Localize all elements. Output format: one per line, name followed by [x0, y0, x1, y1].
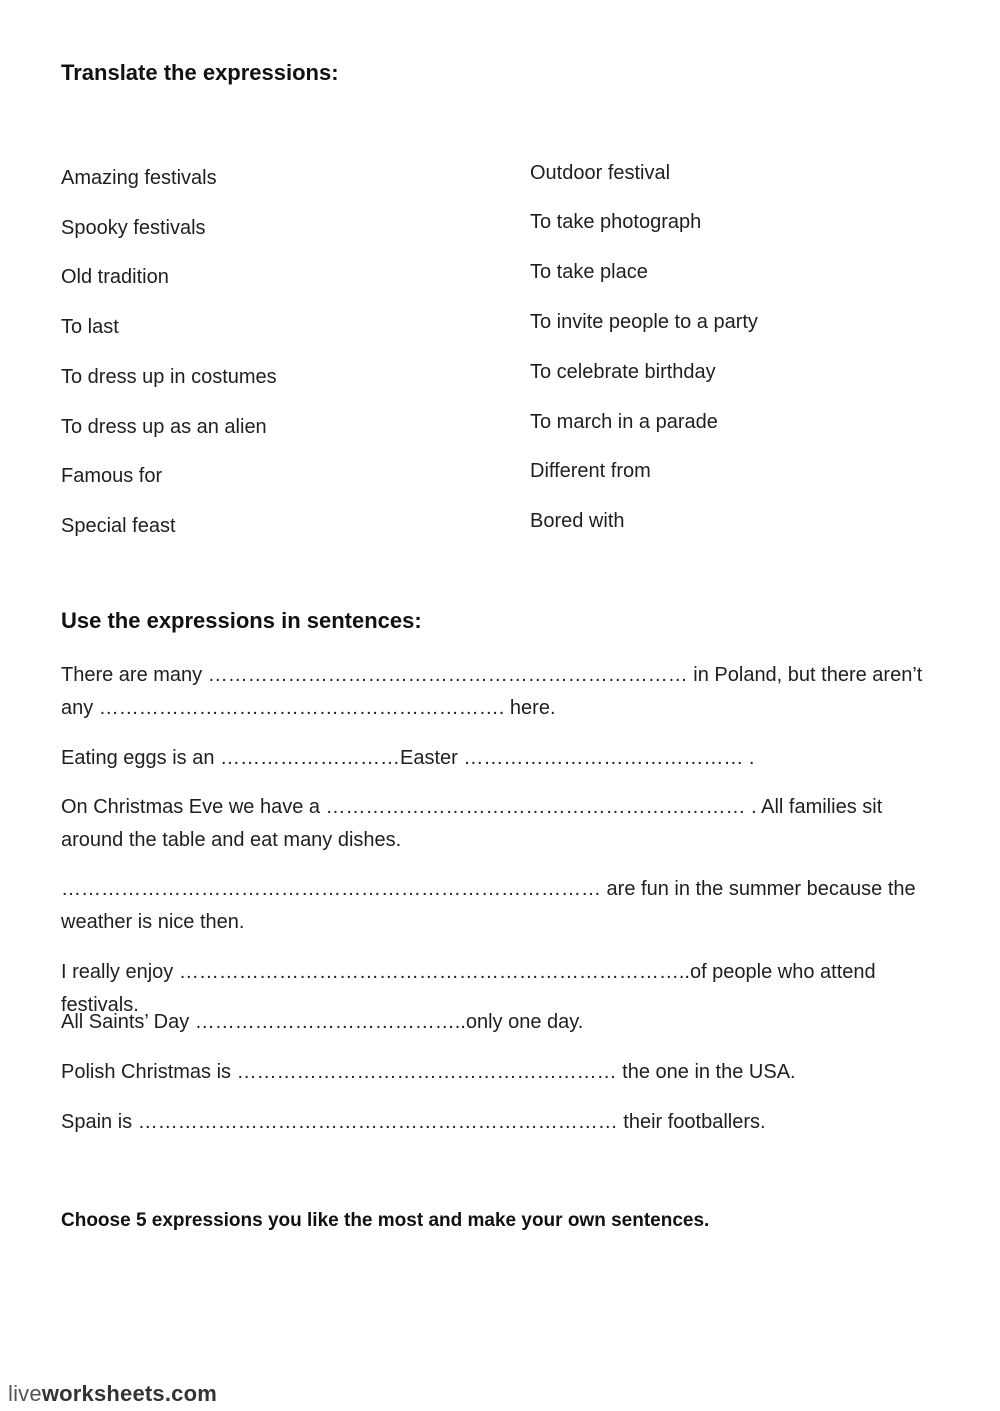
fill-in-sentence[interactable]: ……………………………………………………………………… are fun in the summer because the weather is nice then.: [61, 878, 916, 933]
fill-in-sentence[interactable]: I really enjoy …………………………………………………………………..of people who attend festivals.: [61, 961, 876, 1016]
right-expression-item: To take photograph: [530, 211, 702, 233]
fill-in-sentence[interactable]: On Christmas Eve we have a ……………………………………………………… . All families sit around the table and eat many dishes.: [61, 796, 883, 851]
liveworksheets-logo: [8, 1381, 217, 1407]
section-title-sentences: Use the expressions in sentences:: [61, 608, 422, 633]
left-expression-item: To dress up as an alien: [61, 416, 267, 438]
left-expression-item: Old tradition: [61, 266, 169, 288]
left-expression-item: To dress up in costumes: [61, 366, 277, 388]
left-expression-item: Famous for: [61, 465, 163, 487]
fill-in-sentence[interactable]: Polish Christmas is ………………………………………………… the one in the USA.: [61, 1061, 796, 1083]
fill-in-sentence[interactable]: Eating eggs is an ………………………Easter …………………………………… .: [61, 747, 755, 769]
fill-in-sentence[interactable]: There are many ……………………………………………………………… in Poland, but there aren’t any ……………………………………………………. here.: [61, 664, 923, 719]
logo-bold-text: worksheets.com: [41, 1381, 218, 1406]
fill-in-sentence[interactable]: Spain is ……………………………………………………………… their footballers.: [61, 1111, 766, 1133]
right-expression-item: To take place: [530, 261, 648, 283]
section-title-translate: Translate the expressions:: [61, 60, 339, 85]
left-expression-item: Amazing festivals: [61, 167, 217, 189]
logo-light-text: live: [8, 1381, 42, 1406]
left-expression-item: To last: [61, 316, 119, 338]
right-expression-item: To invite people to a party: [530, 311, 758, 333]
right-expression-item: To march in a parade: [530, 411, 718, 433]
right-expression-item: To celebrate birthday: [530, 361, 716, 383]
left-expression-item: Special feast: [61, 515, 176, 537]
right-expression-item: Outdoor festival: [530, 162, 671, 184]
right-expression-item: Different from: [530, 460, 651, 482]
right-expression-item: Bored with: [530, 510, 625, 532]
fill-in-sentence[interactable]: All Saints’ Day …………………………………..only one day.: [61, 1011, 584, 1033]
own-sentences-instruction: Choose 5 expressions you like the most and make your own sentences.: [61, 1210, 710, 1231]
left-expression-item: Spooky festivals: [61, 217, 206, 239]
